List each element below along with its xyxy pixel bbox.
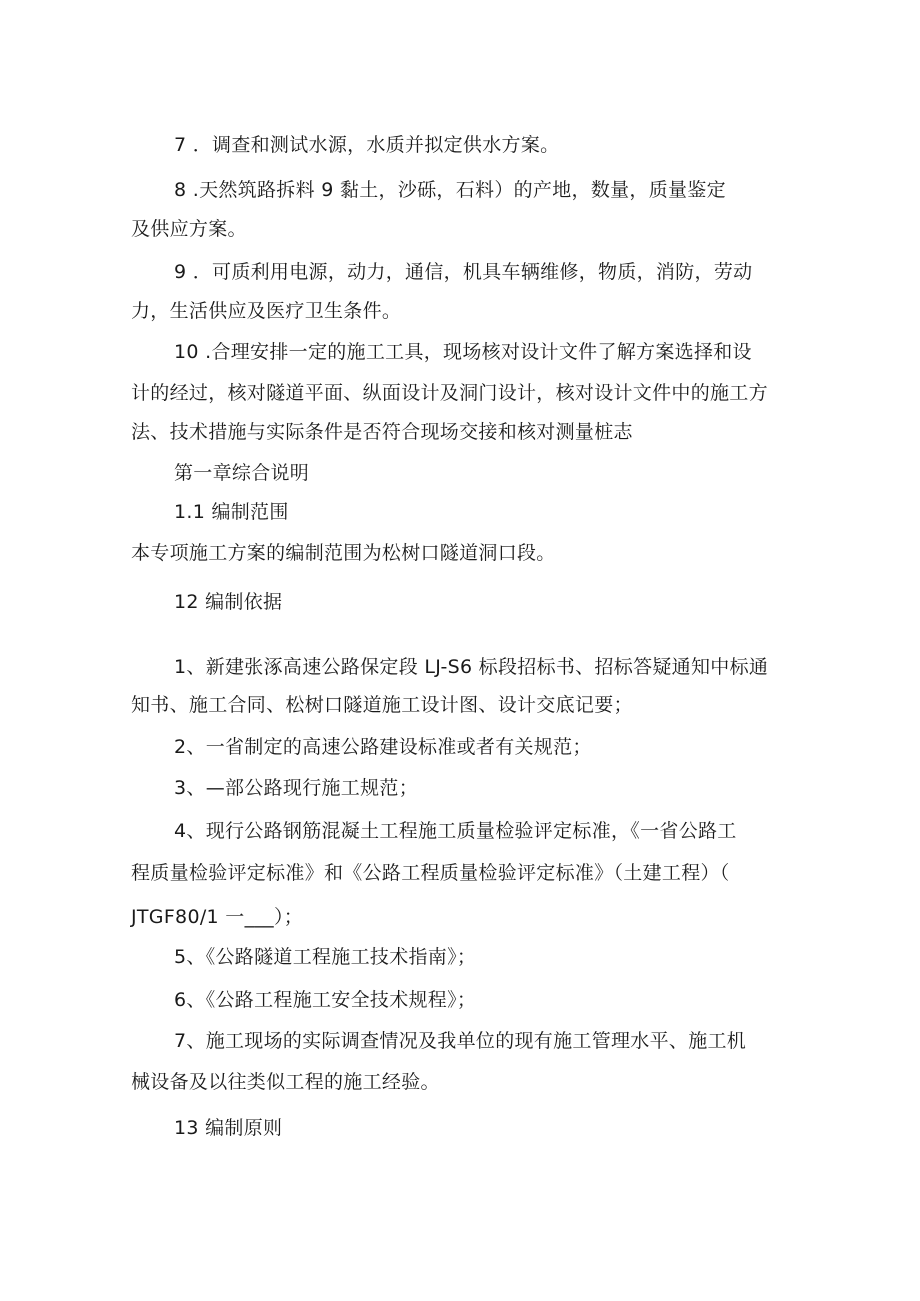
basis-6: 6、《公路工程施工安全技术规程》；	[174, 989, 477, 1011]
item-7-water-source: 7 ．调查和测试水源，水质并拟定供水方案。	[174, 134, 560, 156]
section-1-2-heading: 12 编制依据	[174, 591, 283, 613]
item-10-line-3: 法、技术措施与实际条件是否符合现场交接和核对测量桩志	[131, 421, 633, 443]
basis-4-line-2: 程质量检验评定标准》和《公路工程质量检验评定标准》（土建工程）（	[131, 862, 730, 884]
basis-1-line-1: 1、新建张涿高速公路保定段 LJ-S6 标段招标书、招标答疑通知中标通	[174, 656, 769, 678]
basis-5: 5、《公路隧道工程施工技术指南》；	[174, 946, 477, 968]
chapter-1-heading: 第一章综合说明	[174, 462, 310, 484]
item-10-line-2: 计的经过，核对隧道平面、纵面设计及洞门设计，核对设计文件中的施工方	[131, 382, 768, 404]
section-1-3-heading: 13 编制原则	[174, 1117, 283, 1139]
scope-paragraph: 本专项施工方案的编制范围为松树口隧道洞口段。	[131, 542, 556, 564]
section-1-1-heading: 1.1 编制范围	[174, 501, 289, 523]
item-8-line-2: 及供应方案。	[131, 218, 247, 240]
basis-7-line-2: 械设备及以往类似工程的施工经验。	[131, 1071, 440, 1093]
basis-7-line-1: 7、施工现场的实际调查情况及我单位的现有施工管理水平、施工机	[174, 1030, 747, 1052]
basis-3: 3、—部公路现行施工规范；	[174, 777, 418, 799]
basis-1-line-2: 知书、施工合同、松树口隧道施工设计图、设计交底记要；	[131, 694, 633, 716]
item-10-line-1: 10 .合理安排一定的施工工具，现场核对设计文件了解方案选择和设	[174, 341, 752, 363]
basis-2: 2、一省制定的高速公路建设标准或者有关规范；	[174, 736, 592, 758]
item-9-line-1: 9 ．可质利用电源，动力，通信，机具车辆维修，物质，消防，劳动	[174, 261, 753, 283]
item-8-line-1: 8 .天然筑路拆料 9 黏土，沙砾，石料）的产地，数量，质量鉴定	[174, 179, 726, 201]
basis-4-line-1: 4、现行公路钢筋混凝土工程施工质量检验评定标准，《一省公路工	[174, 820, 737, 842]
item-9-line-2: 力，生活供应及医疗卫生条件。	[131, 300, 402, 322]
basis-4-line-3: JTGF80/1 一___）；	[131, 906, 304, 928]
